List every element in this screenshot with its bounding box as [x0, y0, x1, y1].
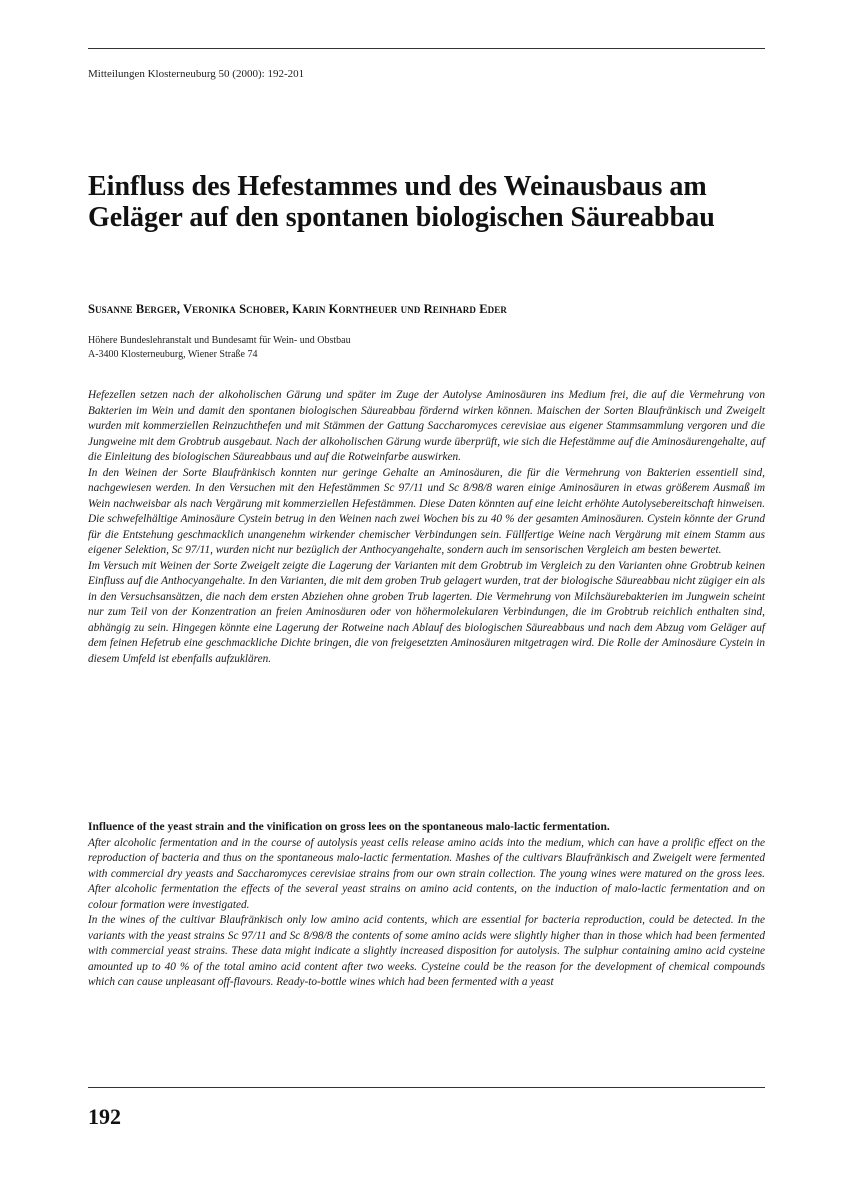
article-title	[88, 171, 788, 233]
affiliation-line-1: Höhere Bundeslehranstalt und Bundesamt für Wein- und Obstbau	[88, 335, 351, 346]
bottom-rule	[88, 1087, 765, 1088]
journal-citation: Mitteilungen Klosterneuburg 50 (2000): 192-201	[88, 68, 305, 80]
abstract-german-paragraph-2: In den Weinen der Sorte Blaufränkisch konnten nur geringe Gehalte an Aminosäuren, die für die Vermehrung von Bakterien essentiell sind, nachgewiesen werden. In den Versuchen mit den Hefestämmen Sc 97/11 und Sc 8/98/8 waren einige Aminosäuren in etwas größerem Ausmaß im Wein nachweisbar als nach Vergärung mit kommerziellen Hefestämmen. Diese Daten könnten auf eine leicht erhöhte Autolysebereitschaft hinweisen. Die schwefelhältige Aminosäure Cystein betrug in den Weinen nach zwei Wochen bis zu 40 % der gesamten Aminosäuren. Cystein könnte der Grund für die Entstehung geschmacklich unangenehm wirkender chemischer Verbindungen sein. Füllfertige Weine nach Vergärung mit einem Stamm aus eigener Selektion, Sc 97/11, wurden nicht nur bezüglich der Anthocyangehalte, sondern auch im sensorischen Vergleich am besten bewertet.	[88, 466, 765, 556]
article-title-line-2: Geläger auf den spontanen biologischen Säureabbau	[88, 202, 715, 233]
abstract-german-paragraph-3: Im Versuch mit Weinen der Sorte Zweigelt zeigte die Lagerung der Varianten mit dem Grobtrub im Vergleich zu den Varianten ohne Grobtrub keinen Einfluss auf die Anthocyangehalte. In den Varianten, die mit dem groben Trub gelagert wurden, trat der biologische Säureabbau nicht zügiger ein als in den Versuchsansätzen, die nach dem ersten Abziehen ohne groben Trub lagerten. Die Vermehrung von Milchsäurebakterien im Jungwein scheint nur zum Teil von der Konzentration an freien Aminosäuren oder von höhermolekularen Verbindungen, die im Grobtrub reichlich enthalten sind, abhängig zu sein. Hingegen könnte eine Lagerung der Rotweine nach Ablauf des biologischen Säureabbaus und nach dem Abzug vom Geläger auf dem feinen Hefetrub eine geschmackliche Dichte bringen, die von freigesetzten Aminosäuren mitgetragen wird. Die Rolle der Aminosäure Cystein in diesem Umfeld ist ebenfalls aufzuklären.	[88, 559, 765, 665]
affiliation	[88, 334, 765, 362]
abstract-english	[88, 820, 765, 991]
abstract-english-paragraph-1: After alcoholic fermentation and in the course of autolysis yeast cells release amino acids into the medium, which can have a prolific effect on the reproduction of bacteria and thus on the spontaneous malo-lactic fermentation. Mashes of the cultivars Blaufränkisch and Zweigelt were fermented with commercial dry yeasts and Saccharomyces cerevisiae strains from our own strain collection. The young wines were matured on the gross lees. After alcoholic fermentation the effects of the several yeast strains on amino acid contents, on the induction of malo-lactic fermentation and on colour formation were investigated.	[88, 836, 765, 911]
abstract-german-paragraph-1: Hefezellen setzen nach der alkoholischen Gärung und später im Zuge der Autolyse Aminosäuren ins Medium frei, die auf die Vermehrung von Bakterien im Wein und damit den spontanen biologischen Säureabbau fördernd wirken können. Maischen der Sorten Blaufränkisch und Zweigelt wurden mit kommerziellen Reinzuchthefen und mit Stämmen der Gattung Saccharomyces cerevisiae aus eigener Stammsammlung vergoren und die Jungweine mit dem Grobtrub ausgebaut. Nach der alkoholischen Gärung wurde überprüft, wie sich die Hefestämme auf die Aminosäurengehalte, auf die Einleitung des biologischen Säureabbaus und auf die Rotweinfarbe auswirken.	[88, 389, 765, 463]
author-list: Susanne Berger, Veronika Schober, Karin Korntheuer und Reinhard Eder	[88, 302, 507, 316]
article-title-line-1: Einfluss des Hefestammes und des Weinausbaus am	[88, 171, 707, 202]
page-number: 192	[88, 1104, 121, 1129]
top-rule	[88, 48, 765, 49]
abstract-english-heading: Influence of the yeast strain and the vinification on gross lees on the spontaneous malo-lactic fermentation.	[88, 821, 610, 833]
abstract-english-paragraph-2: In the wines of the cultivar Blaufränkisch only low amino acid contents, which are essential for bacteria reproduction, could be detected. In the variants with the yeast strains Sc 97/11 and Sc 8/98/8 the contents of some amino acids were slightly higher than in those which had been fermented with commercial yeast strains. These data might indicate a slightly increased disposition for autolysis. The sulphur containing amino acid cysteine amounted up to 40 % of the total amino acid content after two weeks. Cysteine could be the reason for the development of chemical compounds which can cause unpleasant off-flavours. Ready-to-bottle wines which had been fermented with a yeast	[88, 914, 765, 988]
abstract-german	[88, 388, 765, 667]
affiliation-line-2: A-3400 Klosterneuburg, Wiener Straße 74	[88, 349, 258, 360]
